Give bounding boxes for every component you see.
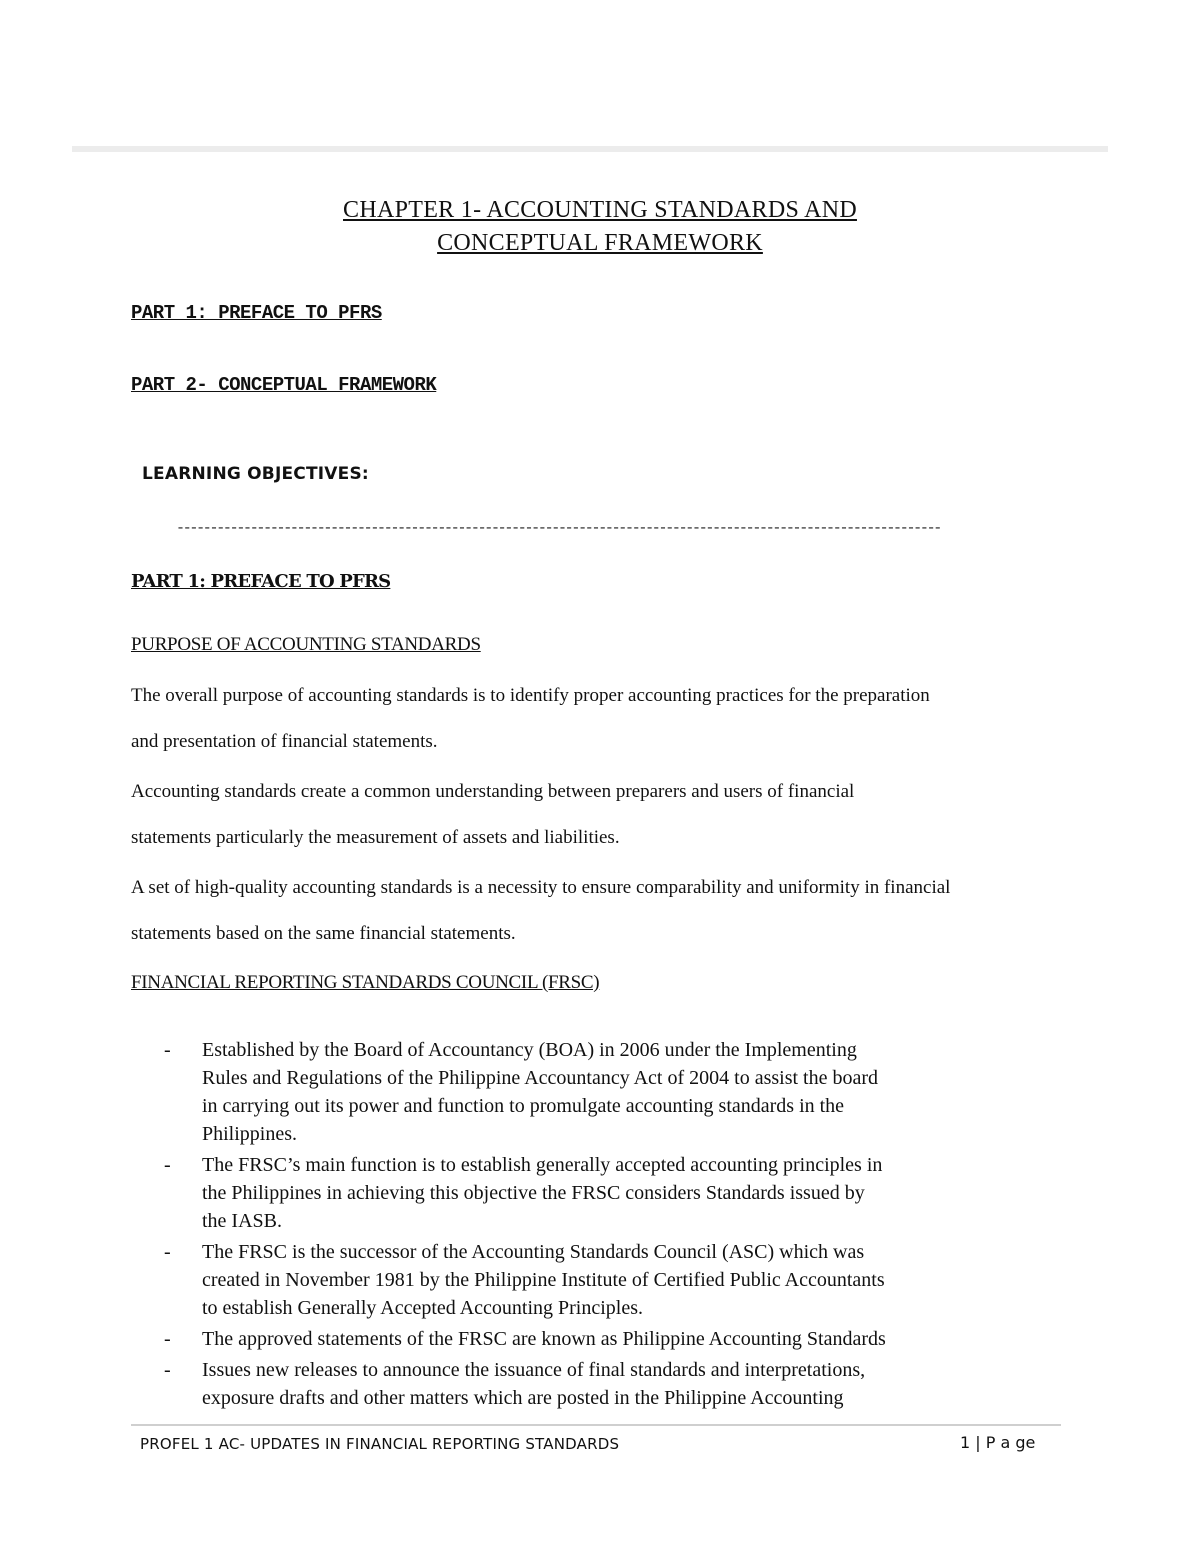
paragraph-line: The overall purpose of accounting standards is to identify proper accounting practices for the preparation (131, 685, 930, 706)
paragraph (131, 865, 1091, 957)
bullet-dash: - (164, 1039, 171, 1061)
bullet-line: The FRSC’s main function is to establish generally accepted accounting principles in (202, 1154, 883, 1176)
list-item (164, 1151, 964, 1235)
chapter-title-line-2: CONCEPTUAL FRAMEWORK (437, 230, 763, 256)
paragraph (131, 673, 1091, 765)
list-item (164, 1036, 964, 1148)
bullet-dash: - (164, 1241, 171, 1263)
bullet-dash: - (164, 1154, 171, 1176)
header-rule (72, 146, 1108, 152)
frsc-bullet-list (164, 1036, 964, 1415)
bullet-line: exposure drafts and other matters which are posted in the Philippine Accounting (202, 1387, 844, 1409)
paragraph-line: Accounting standards create a common understanding between preparers and users of financial (131, 781, 855, 802)
bullet-dash: - (164, 1359, 171, 1381)
chapter-title-line-1: CHAPTER 1- ACCOUNTING STANDARDS AND (343, 197, 857, 223)
bullet-line: the Philippines in achieving this objective the FRSC considers Standards issued by (202, 1182, 865, 1204)
part-2-heading: PART 2- CONCEPTUAL FRAMEWORK (131, 374, 437, 396)
learning-objectives-label: LEARNING OBJECTIVES: (142, 464, 369, 484)
bullet-line: Issues new releases to announce the issuance of final standards and interpretations, (202, 1359, 866, 1381)
paragraph (131, 769, 1091, 861)
list-item (164, 1238, 964, 1322)
dashed-separator: ------------------------------------------------------------------------------------------------------------------ (176, 520, 940, 537)
paragraph-line: A set of high-quality accounting standards is a necessity to ensure comparability and uniformity in financial (131, 877, 951, 898)
paragraph-line: statements particularly the measurement of assets and liabilities. (131, 827, 620, 848)
footer-rule (131, 1424, 1061, 1426)
footer-page-number: 1 | P a ge (960, 1433, 1036, 1452)
bullet-line: created in November 1981 by the Philippine Institute of Certified Public Accountants (202, 1269, 885, 1291)
list-item (164, 1356, 964, 1412)
paragraph-line: statements based on the same financial statements. (131, 923, 516, 944)
bullet-line: the IASB. (202, 1210, 282, 1232)
bullet-line: in carrying out its power and function to promulgate accounting standards in the (202, 1095, 845, 1117)
purpose-heading: PURPOSE OF ACCOUNTING STANDARDS (131, 634, 481, 655)
paragraph-line: and presentation of financial statements. (131, 731, 438, 752)
bullet-dash: - (164, 1328, 171, 1350)
chapter-title (200, 194, 1000, 260)
bullet-line: Philippines. (202, 1123, 298, 1145)
list-item (164, 1325, 964, 1353)
frsc-heading: FINANCIAL REPORTING STANDARDS COUNCIL (FRSC) (131, 972, 600, 993)
footer-course-title: PROFEL 1 AC- UPDATES IN FINANCIAL REPORTING STANDARDS (140, 1435, 620, 1453)
bullet-line: Established by the Board of Accountancy (BOA) in 2006 under the Implementing (202, 1039, 857, 1061)
bullet-line: The approved statements of the FRSC are known as Philippine Accounting Standards (202, 1328, 886, 1350)
part-1-heading: PART 1: PREFACE TO PFRS (131, 302, 382, 324)
section-heading-preface: PART 1: PREFACE TO PFRS (131, 571, 391, 592)
bullet-line: Rules and Regulations of the Philippine Accountancy Act of 2004 to assist the board (202, 1067, 879, 1089)
bullet-line: to establish Generally Accepted Accounting Principles. (202, 1297, 643, 1319)
bullet-line: The FRSC is the successor of the Accounting Standards Council (ASC) which was (202, 1241, 865, 1263)
